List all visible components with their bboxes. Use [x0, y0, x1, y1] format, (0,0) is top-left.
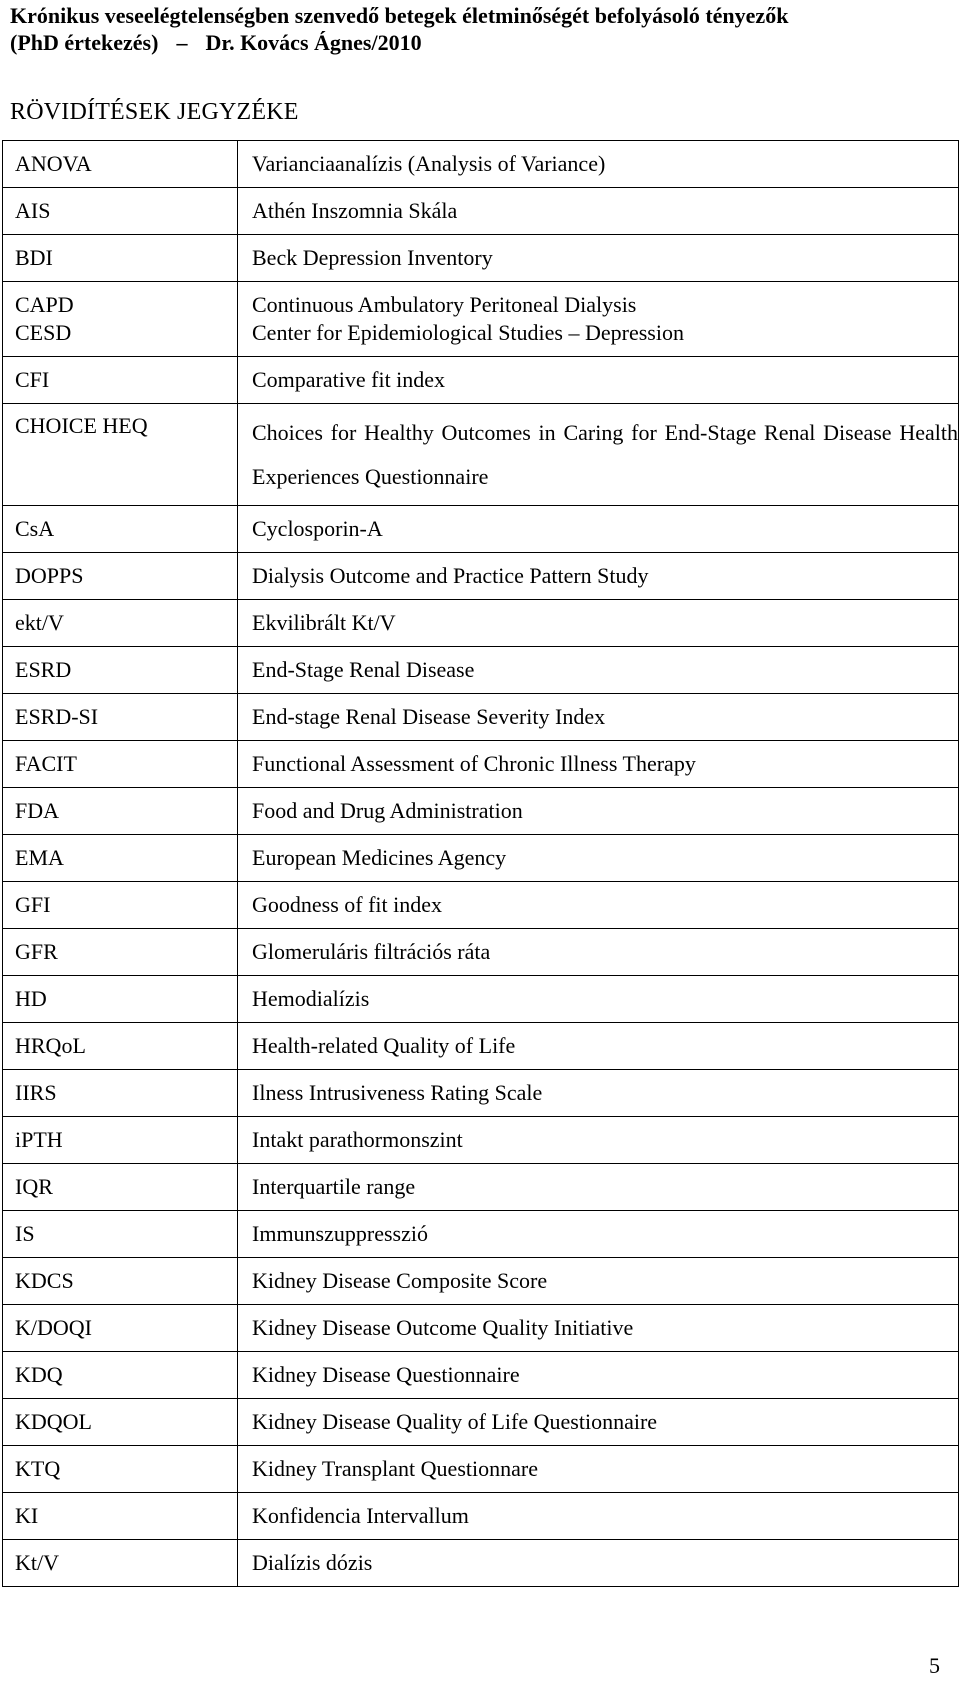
document-header [10, 2, 955, 56]
abbreviation-table [2, 140, 959, 1587]
definition-cell: Goodness of fit index [238, 882, 959, 929]
definition-cell: Health-related Quality of Life [238, 1023, 959, 1070]
definition-cell: Kidney Disease Quality of Life Questionnaire [238, 1399, 959, 1446]
header-title: Krónikus veseelégtelenségben szenvedő betegek életminőségét befolyásoló tényezők [10, 3, 789, 28]
definition-cell: Functional Assessment of Chronic Illness Therapy [238, 741, 959, 788]
definition-cell: Kidney Transplant Questionnare [238, 1446, 959, 1493]
table-row [3, 1117, 959, 1164]
table-row [3, 835, 959, 882]
table-row [3, 741, 959, 788]
table-row [3, 553, 959, 600]
table-row [3, 1305, 959, 1352]
table-row [3, 1399, 959, 1446]
table-row [3, 1352, 959, 1399]
table-row [3, 1164, 959, 1211]
abbreviation-cell: AIS [3, 188, 238, 235]
table-row [3, 404, 959, 506]
definition-cell: End-stage Renal Disease Severity Index [238, 694, 959, 741]
definition-cell: Ilness Intrusiveness Rating Scale [238, 1070, 959, 1117]
abbreviation-cell: CHOICE HEQ [3, 404, 238, 506]
abbreviation-cell: CFI [3, 357, 238, 404]
definition-cell: Dialízis dózis [238, 1540, 959, 1587]
table-row [3, 506, 959, 553]
definition-cell: Glomeruláris filtrációs ráta [238, 929, 959, 976]
table-row [3, 235, 959, 282]
abbreviation-table-body [3, 141, 959, 1587]
table-row [3, 647, 959, 694]
abbreviation-cell: GFR [3, 929, 238, 976]
definition-cell: Athén Inszomnia Skála [238, 188, 959, 235]
definition-cell: Hemodialízis [238, 976, 959, 1023]
table-row [3, 282, 959, 357]
abbreviation-cell: IS [3, 1211, 238, 1258]
abbreviation-cell: KDQ [3, 1352, 238, 1399]
abbreviation-cell: Kt/V [3, 1540, 238, 1587]
definition-cell: Beck Depression Inventory [238, 235, 959, 282]
table-row [3, 1446, 959, 1493]
abbreviation-cell: HD [3, 976, 238, 1023]
table-row [3, 600, 959, 647]
table-row [3, 1070, 959, 1117]
table-row [3, 141, 959, 188]
abbreviation-cell: K/DOQI [3, 1305, 238, 1352]
abbreviation-cell: DOPPS [3, 553, 238, 600]
table-row [3, 188, 959, 235]
definition-cell: End-Stage Renal Disease [238, 647, 959, 694]
abbreviation-cell: KDCS [3, 1258, 238, 1305]
page-number: 5 [929, 1653, 940, 1678]
header-thesis-type: (PhD értekezés) [10, 30, 159, 55]
table-row [3, 1540, 959, 1587]
definition-cell: Dialysis Outcome and Practice Pattern Study [238, 553, 959, 600]
abbreviation-cell: iPTH [3, 1117, 238, 1164]
table-row [3, 1023, 959, 1070]
header-subtitle [10, 29, 955, 56]
definition-cell: Kidney Disease Outcome Quality Initiative [238, 1305, 959, 1352]
table-row [3, 882, 959, 929]
abbreviation-cell: IQR [3, 1164, 238, 1211]
table-row [3, 357, 959, 404]
abbreviation-cell: FACIT [3, 741, 238, 788]
definition-cell: Ekvilibrált Kt/V [238, 600, 959, 647]
definition-cell: Kidney Disease Composite Score [238, 1258, 959, 1305]
table-row [3, 1493, 959, 1540]
header-dash: – [176, 30, 188, 55]
definition-cell: Interquartile range [238, 1164, 959, 1211]
abbreviation-cell: KI [3, 1493, 238, 1540]
abbreviation-cell: ESRD [3, 647, 238, 694]
definition-cell: European Medicines Agency [238, 835, 959, 882]
table-row [3, 1258, 959, 1305]
definition-cell: Continuous Ambulatory Peritoneal Dialysis Center for Epidemiological Studies – Depression [238, 282, 959, 357]
abbreviation-cell: GFI [3, 882, 238, 929]
abbreviation-cell: ekt/V [3, 600, 238, 647]
definition-cell: Food and Drug Administration [238, 788, 959, 835]
table-row [3, 788, 959, 835]
abbreviation-cell: BDI [3, 235, 238, 282]
definition-cell: Comparative fit index [238, 357, 959, 404]
table-row [3, 929, 959, 976]
table-row [3, 976, 959, 1023]
table-row [3, 1211, 959, 1258]
abbreviation-cell: KTQ [3, 1446, 238, 1493]
definition-cell: Choices for Healthy Outcomes in Caring for End-Stage Renal Disease Health Experiences Questionnaire [238, 404, 959, 506]
definition-cell: Konfidencia Intervallum [238, 1493, 959, 1540]
abbreviation-cell: EMA [3, 835, 238, 882]
definition-cell: Immunszuppresszió [238, 1211, 959, 1258]
definition-cell: Cyclosporin-A [238, 506, 959, 553]
table-row [3, 694, 959, 741]
abbreviation-cell: KDQOL [3, 1399, 238, 1446]
abbreviation-cell: CsA [3, 506, 238, 553]
definition-cell: Varianciaanalízis (Analysis of Variance) [238, 141, 959, 188]
definition-cell: Kidney Disease Questionnaire [238, 1352, 959, 1399]
definition-cell: Intakt parathormonszint [238, 1117, 959, 1164]
header-author-year: Dr. Kovács Ágnes/2010 [205, 30, 422, 55]
abbreviation-cell: IIRS [3, 1070, 238, 1117]
abbreviation-cell: CAPD CESD [3, 282, 238, 357]
abbreviation-list-title: RÖVIDÍTÉSEK JEGYZÉKE [10, 99, 299, 125]
abbreviation-cell: ESRD-SI [3, 694, 238, 741]
abbreviation-cell: HRQoL [3, 1023, 238, 1070]
abbreviation-cell: FDA [3, 788, 238, 835]
abbreviation-cell: ANOVA [3, 141, 238, 188]
